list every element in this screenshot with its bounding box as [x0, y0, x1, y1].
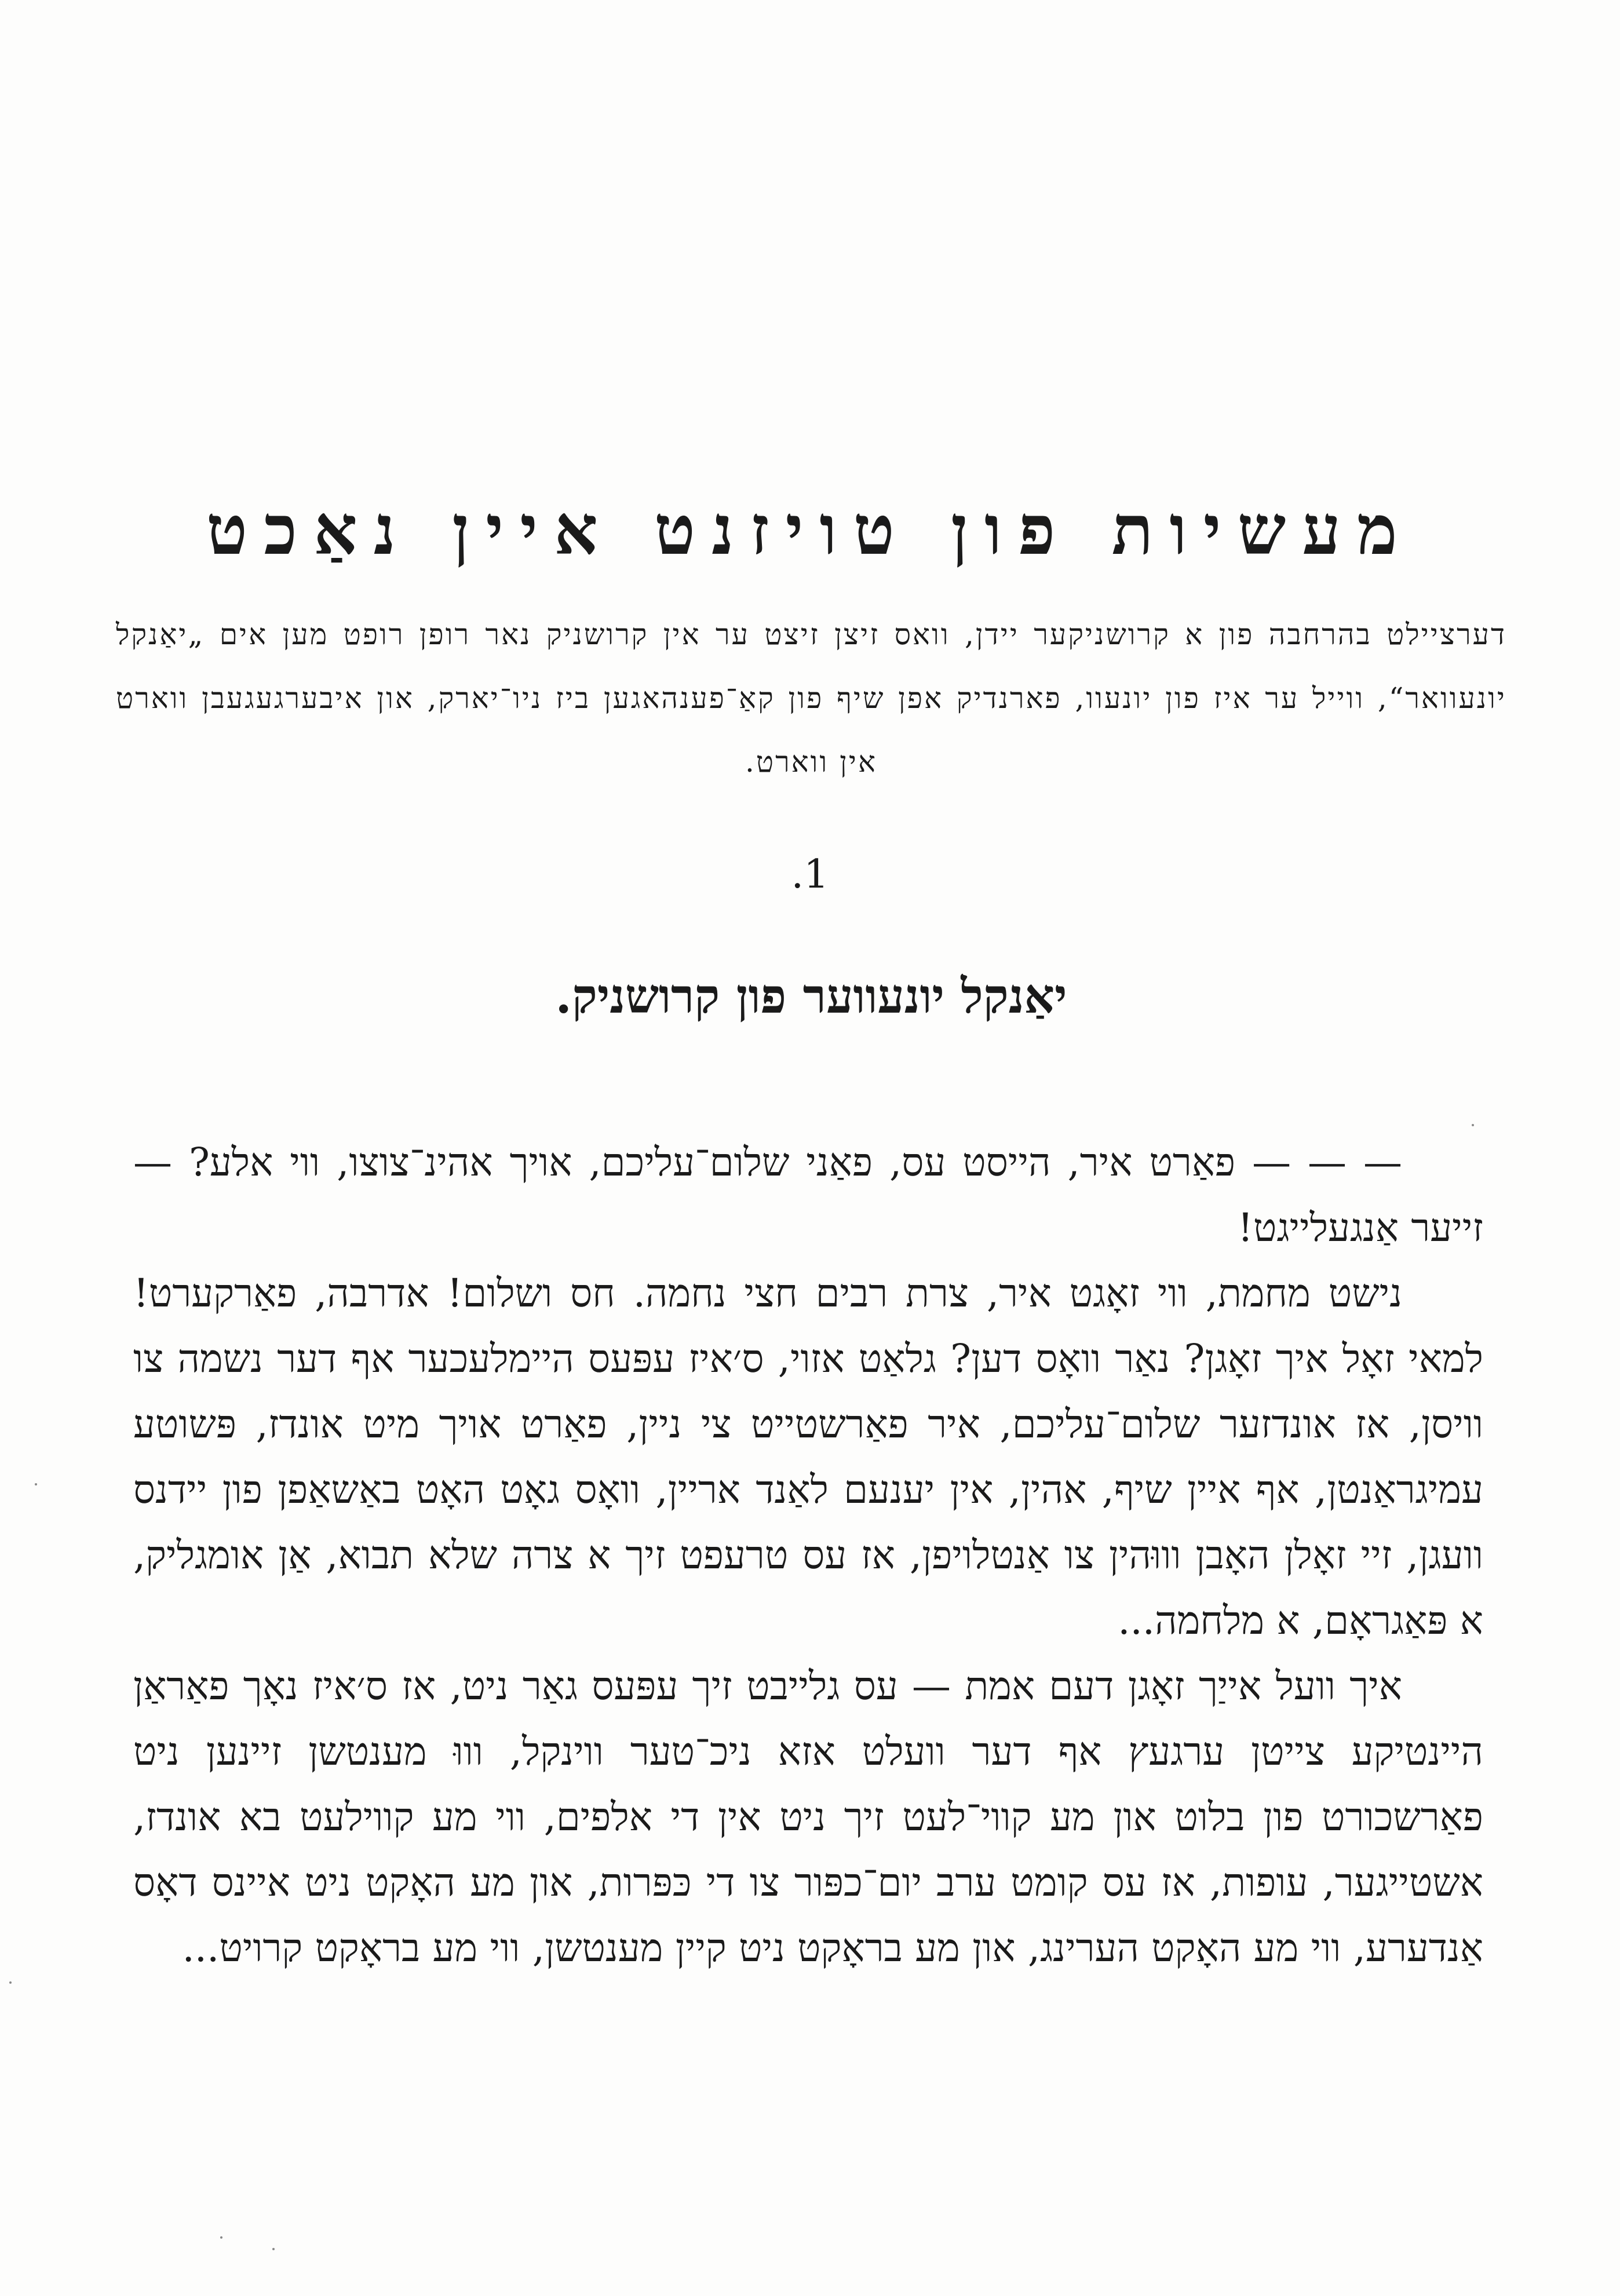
book-title: מעשיות פון טויזנט איין נאַכט	[206, 490, 1414, 570]
scan-speck	[220, 2236, 222, 2239]
scan-speck	[272, 2248, 275, 2250]
paragraph-2: נישט מחמת, ווי זאָגט איר, צרת רבים חצי נחמה. חס ושלום! אדרבה, פאַרקערט! למאי זאָל איך זאָגן? נאַר וואָס דען? גלאַט אזוי, ס׳איז עפּעס היימלעכער אף דער נשמה צו וויסן, אז אונדזער שלום־עליכם, איר פאַרשטייט צי ניין, פאַרט אויך מיט אונדז, פּשוטע עמיגראַנטן, אף איין שיף, אהין, אין יענעם לאַנד אריין, וואָס גאָט האָט באַשאַפן פון יידנס וועגן, זיי זאָלן האָבן וווּהין צו אַנטלויפן, אז עס טרעפט זיך א צרה שלא תבוא, אַן אומגליק, א פּאַגראָם, א מלחמה...	[133, 1271, 1484, 1643]
book-subtitle: דערציילט בהרחבה פון א קרושניקער יידן, וואס זיצן זיצט ער אין קרושניק נאר רופן רופט מען אים „יאַנקל יונעוואר“, ווייל ער איז פון יונעוו, פארנדיק אפן שיף פון קאַ־פענהאגען ביז ניו־יארק, און איבערגעגעבן ווארט אין ווארט.	[116, 618, 1506, 779]
paragraph-1: — — — פאַרט איר, הייסט עס, פאַני שלום־עליכם, אויך אהינ־צוצו, ווי אלע? — זייער אַנגעלייגט!	[133, 1140, 1483, 1250]
paragraph-3: איך וועל אייַך זאָגן דעם אמת — עס גלייבט זיך עפּעס גאַר ניט, אז ס׳איז נאָך פאַראַן היינטיקע צייטן ערגעץ אף דער וועלט אזא ניכ־טער ווינקל, וווּ מענטשן זיינען ניט פאַרשכורט פון בלוט און מע קווי־לעט זיך ניט אין די אלפים, ווי מע קווילעט בא אונדז, אשטייגער, עופות, אז עס קומט ערב יום־כפּור צו די כּפּרות, און מע האָקט ניט איינס דאָס אַנדערע, ווי מע האָקט הערינג, און מע בראָקט ניט קיין מענטשן, ווי מע בראָקט קרויט...	[133, 1663, 1483, 1970]
scan-speck	[35, 1483, 37, 1485]
scan-speck	[1472, 1124, 1474, 1126]
chapter-number: .1	[791, 852, 829, 897]
scan-speck	[9, 1981, 12, 1984]
chapter-title: יאַנקל יונעווער פון קרושניק.	[555, 969, 1067, 1024]
body-text	[133, 1130, 1483, 1981]
